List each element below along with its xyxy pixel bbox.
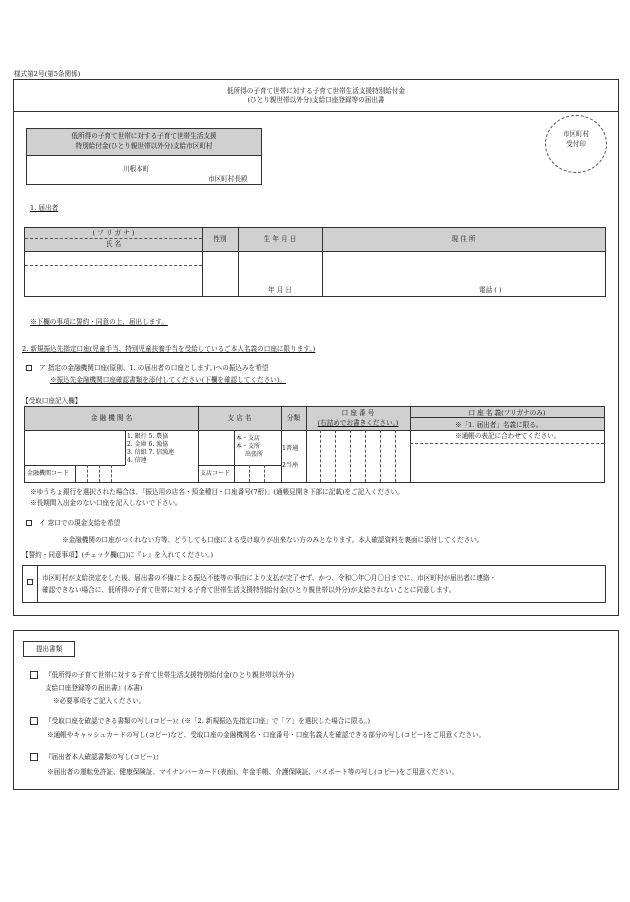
doc1-checkbox[interactable] bbox=[30, 671, 38, 679]
birthdate-input[interactable] bbox=[239, 252, 321, 296]
form-number: 様式第2号(第5条関係) bbox=[14, 70, 81, 78]
name-input[interactable] bbox=[26, 266, 201, 296]
bank-name-input[interactable] bbox=[26, 431, 124, 464]
stamp-line2: 受付印 bbox=[566, 140, 586, 148]
pledge-text-line2: 確認できない場合に、低所得の子育て世帯に対する子育て世帯生活支援特別給付金(ひとり親世帯以外分)が支給されないことに同意します。 bbox=[42, 586, 456, 594]
stamp-line1: 市区町村 bbox=[562, 130, 590, 138]
documents-title-box bbox=[23, 641, 75, 657]
phone-label: 電話 ( ) bbox=[479, 286, 502, 294]
section1-title: 1. 届出者 bbox=[30, 204, 59, 212]
town-name: 川根本町 bbox=[123, 165, 150, 173]
doc2-note: ※通帳やキャッシュカードの写し(コピー)など、受取口座の金融機関名・口座番号・口座名義人を確認できる部分の写し(コピー)をご用意ください。 bbox=[47, 731, 486, 739]
bank-type-3: 3. 信組 7. 信漁連 bbox=[127, 449, 175, 456]
bank-account-table bbox=[24, 406, 605, 483]
bank-code-label: 金融機関コード bbox=[27, 470, 70, 477]
pledge-checkbox[interactable] bbox=[27, 579, 33, 585]
birthdate-units: 年 月 日 bbox=[268, 286, 292, 294]
name-label: 氏 名 bbox=[105, 240, 122, 248]
col-branch-name: 支 店 名 bbox=[227, 414, 252, 422]
address-input[interactable] bbox=[323, 252, 605, 282]
form-title-line1: 低所得の子育て世帯に対する子育て世帯生活支援特別給付金 bbox=[226, 87, 406, 95]
doc1-line2: 支給口座登録等の届出書』(本書) bbox=[45, 684, 143, 692]
bank-note-1: ※ゆうちょ銀行を選択された場合は、「振込用の店名・預金種目・口座番号(7桁)」(通帳見開き下部に記載)をご記入ください。 bbox=[30, 488, 404, 496]
section2-title: 2. 新規振込先指定口座(児童手当、特別児童扶養手当を受給しているご本人名義の口座に限ります。) bbox=[22, 345, 316, 353]
option-a-text: ア 指定の金融機関口座(原則、1. の届出者の口座とします。)への振込みを希望 bbox=[39, 364, 269, 372]
option-a-checkbox[interactable] bbox=[26, 365, 32, 371]
reception-stamp-area bbox=[545, 115, 607, 173]
col-account-type: 分類 bbox=[286, 414, 301, 422]
holder-note2: ※通帳の表記に合わせてください。 bbox=[455, 432, 561, 440]
form-title-line2: (ひとり親世帯以外分)支給口座登録等の届出書 bbox=[247, 96, 385, 104]
doc2-checkbox[interactable] bbox=[30, 717, 38, 725]
pledge-box bbox=[22, 565, 606, 603]
account-holder-input[interactable] bbox=[411, 444, 605, 483]
birthdate-label: 生 年 月 日 bbox=[263, 235, 297, 243]
account-type-1: 1普通 bbox=[282, 445, 299, 452]
documents-frame bbox=[13, 630, 619, 790]
pledge-text-line1: 市区町村が支給決定をした後、届出書の不備による振込不能等の事由により支払が完了せず、かつ、令和〇年〇月〇日までに、市区町村が届出者に連絡・ bbox=[42, 574, 497, 582]
branch-name-input[interactable] bbox=[199, 431, 233, 464]
option-i-checkbox[interactable] bbox=[26, 520, 32, 526]
consent-note: ※下欄の事項に誓約・同意の上、届出します。 bbox=[30, 318, 168, 326]
bank-type-4: 4. 信連 bbox=[127, 457, 147, 464]
branch-type-3: 出張所 bbox=[245, 451, 264, 458]
branch-code-label: 支店コード bbox=[200, 470, 231, 477]
bank-table-caption: 【受取口座記入欄】 bbox=[22, 397, 82, 405]
sex-label: 性別 bbox=[213, 235, 227, 243]
col-account-number-note: (右詰めでお書きください。) bbox=[317, 419, 399, 427]
option-i-text: イ 窓口での現金支給を希望 bbox=[39, 519, 121, 527]
option-i-note: ※金融機関の口座がつくれない方等、どうしても口座による受け取りが出来ない方のみとなります。本人確認資料を裏面に添付してください。 bbox=[62, 536, 484, 544]
doc3-checkbox[interactable] bbox=[30, 753, 38, 761]
furigana-input[interactable] bbox=[26, 252, 201, 264]
bank-note-2: ※長期間入出金のない口座を記入しないで下さい。 bbox=[30, 499, 182, 507]
furigana-label: ( フ リ ガ ナ ) bbox=[92, 229, 135, 237]
doc2-line1: 『受取口座を確認できる書類の写し(コピー)』(※「2. 新規振込先指定口座」で「ア」を選択した場合に限る。) bbox=[45, 717, 371, 725]
addressee-header1: 低所得の子育て世帯に対する子育て世帯生活支援 bbox=[71, 132, 217, 140]
pledge-header: 【誓約・同意事項】(チェック欄(□)に『レ』を入れてください。) bbox=[22, 551, 214, 559]
doc3-line1: 『届出者本人確認書類の写し(コピー)』 bbox=[45, 753, 162, 761]
col-account-number: 口 座 番 号 bbox=[341, 409, 375, 417]
doc1-line1: 『低所得の子育て世帯に対する子育て世帯生活支援特別給付金(ひとり親世帯以外分) bbox=[45, 671, 295, 679]
account-type-2: 2当座 bbox=[282, 462, 299, 469]
branch-type-2: 本・支所 bbox=[236, 443, 261, 450]
bank-type-1: 1. 銀行 5. 農協 bbox=[127, 433, 169, 440]
sex-input[interactable] bbox=[203, 252, 237, 296]
branch-type-1: 本・支店 bbox=[236, 435, 261, 442]
addressee-box bbox=[26, 128, 262, 185]
documents-title: 提出書類 bbox=[35, 645, 63, 653]
col-bank-name: 金 融 機 関 名 bbox=[90, 414, 133, 422]
addressee-header2: 特別給付金(ひとり親世帯以外分)支給市区町村 bbox=[75, 142, 213, 150]
col-account-holder: 口 座 名 義(フリガナのみ) bbox=[468, 409, 546, 417]
doc3-note: ※届出者の運転免許証、健康保険証、マイナンバーカード(表面)、年金手帳、介護保険証、パスポート等の写し(コピー)をご用意ください。 bbox=[47, 768, 459, 776]
holder-note1: ※「1. 届出者」名義に限る。 bbox=[455, 421, 543, 429]
bank-type-2: 2. 金庫 6. 漁協 bbox=[127, 441, 169, 448]
mayor-title: 市区町村長殿 bbox=[208, 175, 248, 183]
option-a-note: ※振込先金融機関口座確認書類を添付してください(下欄を確認してください)。 bbox=[50, 376, 286, 384]
address-label: 現 住 所 bbox=[451, 235, 476, 243]
account-number-input[interactable] bbox=[307, 431, 409, 483]
applicant-table bbox=[24, 227, 606, 297]
doc1-note: ※必要事項をご記入ください。 bbox=[53, 697, 146, 705]
